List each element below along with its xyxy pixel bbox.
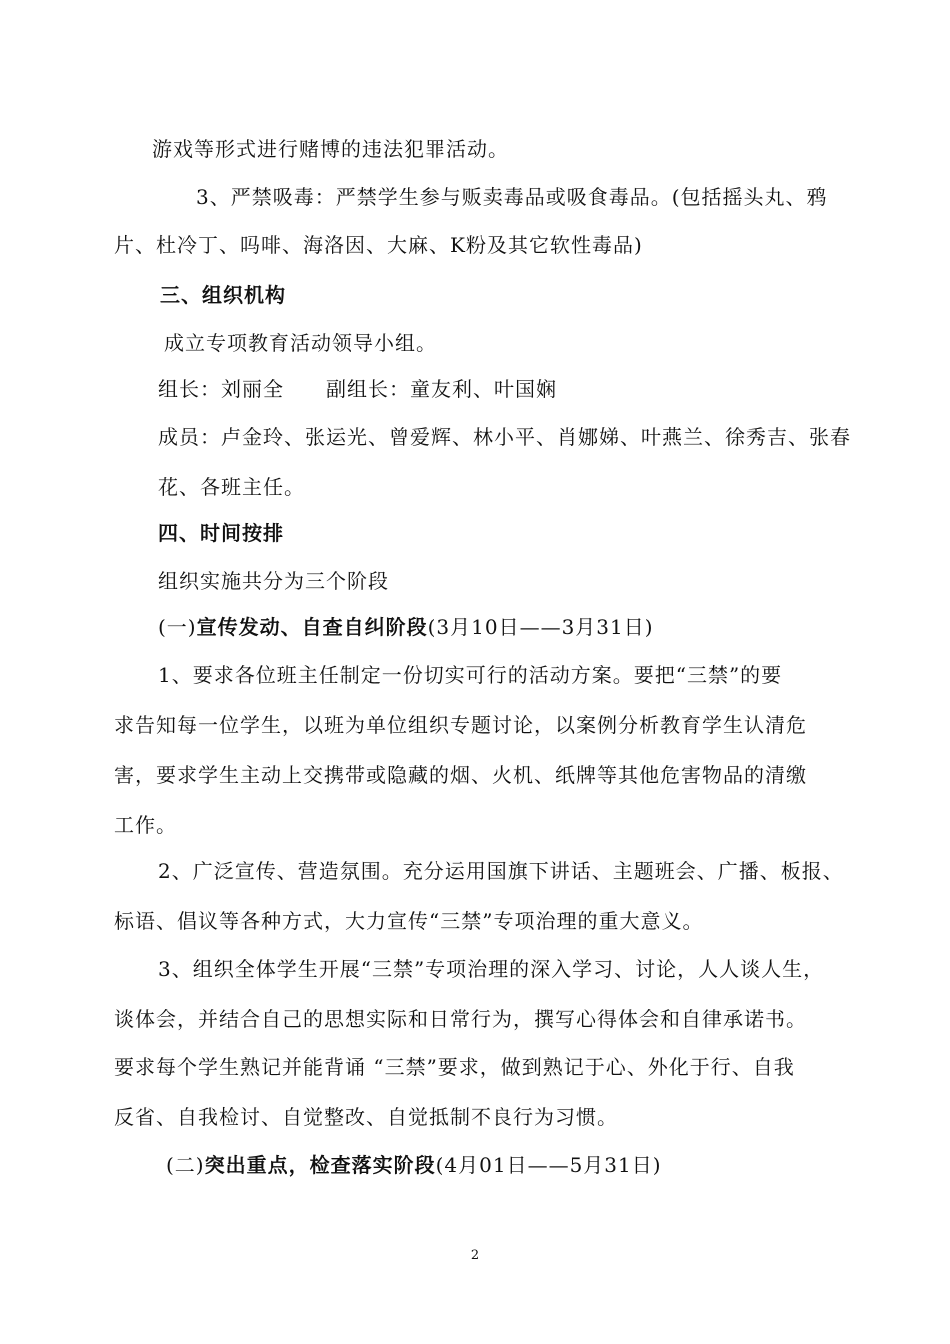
text-line: 求告知每一位学生，以班为单位组织专题讨论，以案例分析教育学生认清危 — [114, 713, 807, 737]
text-line: 组织实施共分为三个阶段 — [158, 569, 389, 593]
stage-title: 宣传发动、自查自纠阶段 — [196, 615, 428, 639]
text-line: 反省、自我检讨、自觉整改、自觉抵制不良行为习惯。 — [114, 1105, 618, 1129]
stage-prefix: (一) — [158, 615, 197, 639]
page-number: 2 — [470, 1248, 480, 1263]
text-line: 片、杜冷丁、吗啡、海洛因、大麻、K粉及其它软性毒品) — [114, 233, 643, 257]
text-line: 1、要求各位班主任制定一份切实可行的活动方案。要把“三禁”的要 — [158, 663, 783, 687]
stage-title: 突出重点，检查落实阶段 — [204, 1153, 436, 1177]
section-heading: 四、时间按排 — [158, 521, 284, 545]
stage-prefix: (二) — [166, 1153, 205, 1177]
text-line: 2、广泛宣传、营造氛围。充分运用国旗下讲话、主题班会、广播、板报、 — [158, 859, 844, 883]
stage-heading — [166, 1152, 662, 1178]
text-line: 谈体会，并结合自己的思想实际和日常行为，撰写心得体会和自律承诺书。 — [114, 1007, 807, 1031]
text-line: 成立专项教育活动领导小组。 — [164, 331, 437, 355]
text-line: 组长：刘丽全 副组长：童友利、叶国娴 — [158, 377, 557, 401]
text-line: 工作。 — [114, 813, 177, 837]
text-line: 害，要求学生主动上交携带或隐藏的烟、火机、纸牌等其他危害物品的清缴 — [114, 763, 807, 787]
text-line: 花、各班主任。 — [158, 475, 305, 499]
stage-date: (3月10日——3月31日) — [427, 615, 654, 639]
section-heading: 三、组织机构 — [160, 283, 286, 307]
text-line: 标语、倡议等各种方式，大力宣传“三禁”专项治理的重大意义。 — [114, 909, 704, 933]
stage-heading — [158, 614, 654, 640]
text-line: 成员：卢金玲、张运光、曾爱辉、林小平、肖娜娣、叶燕兰、徐秀吉、张春 — [158, 425, 851, 449]
text-line: 3、严禁吸毒：严禁学生参与贩卖毒品或吸食毒品。(包括摇头丸、鸦 — [196, 185, 828, 209]
text-line: 要求每个学生熟记并能背诵 “三禁”要求，做到熟记于心、外化于行、自我 — [114, 1055, 795, 1079]
text-line: 3、组织全体学生开展“三禁”专项治理的深入学习、讨论，人人谈人生， — [158, 957, 825, 981]
text-line: 游戏等形式进行赌博的违法犯罪活动。 — [152, 137, 509, 161]
stage-date: (4月01日——5月31日) — [435, 1153, 662, 1177]
